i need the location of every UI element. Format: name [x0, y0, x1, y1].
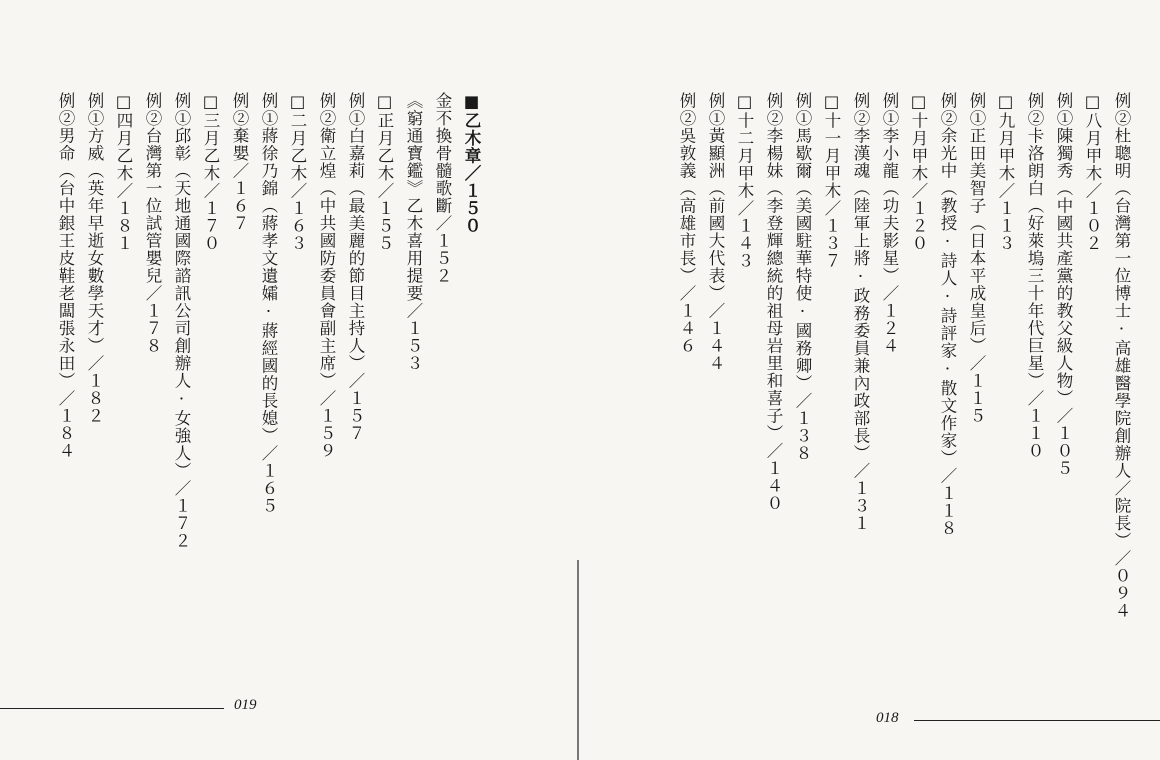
footer-rule: [914, 720, 1160, 721]
toc-column: 例①黃顯洲（前國大代表）／１４４: [706, 92, 725, 372]
toc-column: 例①白嘉莉（最美麗的節目主持人）／１５７: [346, 92, 365, 442]
toc-column: 例②李漢魂（陸軍上將·政務委員兼內政部長）／１３１: [851, 92, 870, 532]
toc-column: 例①邱彰（天地通國際諮訊公司創辦人·女強人）／１７２: [172, 92, 191, 550]
toc-column: □四月乙木／１８１: [114, 92, 133, 252]
toc-column: 例②台灣第一位試管嬰兒／１７８: [143, 92, 162, 355]
toc-column: 例②棄嬰／１６７: [230, 92, 249, 232]
toc-column: □正月乙木／１５５: [375, 92, 394, 252]
toc-column: □十二月甲木／１４３: [735, 92, 754, 270]
toc-column: □三月乙木／１７０: [201, 92, 220, 252]
left-page: [0, 0, 578, 760]
page-number: 019: [234, 697, 257, 713]
toc-column: 例①蔣徐乃錦（蔣孝文遺孀·蔣經國的長媳）／１６５: [259, 92, 278, 515]
toc-column: 例①李小龍（功夫影星）／１２４: [880, 92, 899, 355]
toc-column: ■乙木章／１５０: [462, 92, 481, 235]
toc-column: □八月甲木／１０２: [1083, 92, 1102, 252]
toc-column: 金不換骨髓歌斷／１５２: [433, 92, 452, 285]
toc-column: 例①馬歇爾（美國駐華特使·國務卿）／１３８: [793, 92, 812, 462]
toc-column: □二月乙木／１６３: [288, 92, 307, 252]
toc-column: 例①陳獨秀（中國共產黨的教父級人物）／１０５: [1054, 92, 1073, 477]
toc-column: □十一月甲木／１３７: [822, 92, 841, 270]
toc-column: 例①正田美智子（日本平成皇后）／１１５: [967, 92, 986, 425]
toc-column: 例②吳敦義（高雄市長）／１４６: [677, 92, 696, 355]
toc-column: 例②李楊妹（李登輝總統的祖母岩里和喜子）／１４０: [764, 92, 783, 512]
toc-column: □九月甲木／１１３: [996, 92, 1015, 252]
page-number: 018: [876, 710, 899, 726]
toc-column: 例②衛立煌（中共國防委員會副主席）／１５９: [317, 92, 336, 460]
toc-column: 例②卡洛朗白（好萊塢三十年代巨星）／１１０: [1025, 92, 1044, 460]
toc-column: 《窮通寶鑑》乙木喜用提要／１５３: [404, 92, 423, 372]
right-page: [582, 0, 1160, 760]
book-gutter: [577, 560, 579, 760]
toc-column: □十月甲木／１２０: [909, 92, 928, 252]
toc-column: 例②杜聰明（台灣第一位博士·高雄醫學院創辦人／院長）／０９４: [1112, 92, 1131, 620]
toc-column: 例①方威（英年早逝女數學天才）／１８２: [85, 92, 104, 425]
toc-column: 例②男命（台中銀王皮鞋老闆張永田）／１８４: [56, 92, 75, 460]
toc-column: 例②余光中（教授·詩人·詩評家·散文作家）／１１８: [938, 92, 957, 537]
footer-rule: [0, 708, 224, 709]
